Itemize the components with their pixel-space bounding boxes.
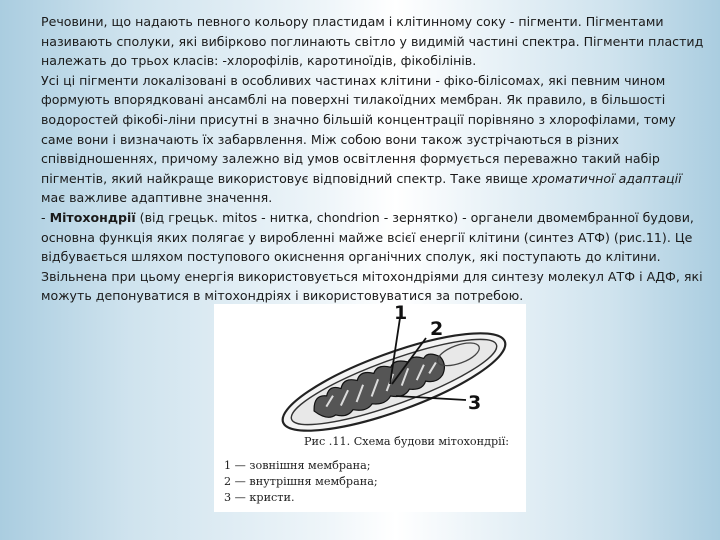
figure-label-3: 3 (468, 392, 482, 414)
legend-item-cristae: 3 — кристи. (224, 491, 295, 504)
figure-legend (224, 458, 514, 506)
chromatic-adaptation-term: хроматичної адаптації (531, 170, 682, 186)
slide-text-block (41, 12, 705, 306)
paragraph-pigments: Речовини, що надають певного кольору пластидам і клітинному соку - пігменти. Пігментами називають сполуки, які вибірково поглинають світло у видимій частині спектра. Пігменти пластид належать до трьох класів: -хлорофілів, каротиноїдів, фікобілінів. (41, 14, 704, 69)
mitochondrion-figure (214, 304, 526, 512)
figure-label-1: 1 (394, 302, 408, 324)
paragraph-mitochondria-text: (від грецьк. mitos - нитка, chondrion - зернятко) - органели двомембранної будови, основна функція яких полягає у виробленні майже всієї енергії клітини (синтез АТФ) (рис.11). Це відбувається шляхом поступового окиснення органічних сполук, які поступають до клітини. Звільнена при цьому енергія використовується мітохондріями для синтезу молекул АТФ і АДФ, які можуть депонуватися в мітохондріях і використовуватися за потребою. (41, 209, 703, 304)
paragraph-phycobilisomes (41, 71, 705, 208)
paragraph-mitochondria (41, 208, 705, 306)
paragraph-mitochondria-dash: - (41, 209, 50, 225)
paragraph-phycobilisomes-text: Усі ці пігменти локалізовані в особливих частинах клітини - фіко-білісомах, які певним чином формують впорядковані ансамблі на поверхні тилакоїдних мембран. Як правило, в більшості водоростей фікобі-ліни присутні в значно більшій концентрації порівняно з хлорофілами, тому саме вони і визначають їх забарвлення. Між собою вони також зустрічаються в різних співвідношеннях, причому залежно від умов освітлення формується переважно такий набір пігментів, який найкраще використовує відповідний спектр. Таке явище (41, 72, 676, 186)
legend-item-outer-membrane: 1 — зовнішня мембрана; (224, 459, 371, 472)
figure-label-2: 2 (430, 318, 444, 340)
figure-caption: Рис .11. Схема будови мітохондрії: (304, 435, 510, 448)
legend-item-inner-membrane: 2 — внутрішня мембрана; (224, 475, 378, 488)
paragraph-phycobilisomes-end: має важливе адаптивне значення. (41, 190, 273, 206)
mitochondria-term: Мітохондрії (49, 209, 136, 225)
